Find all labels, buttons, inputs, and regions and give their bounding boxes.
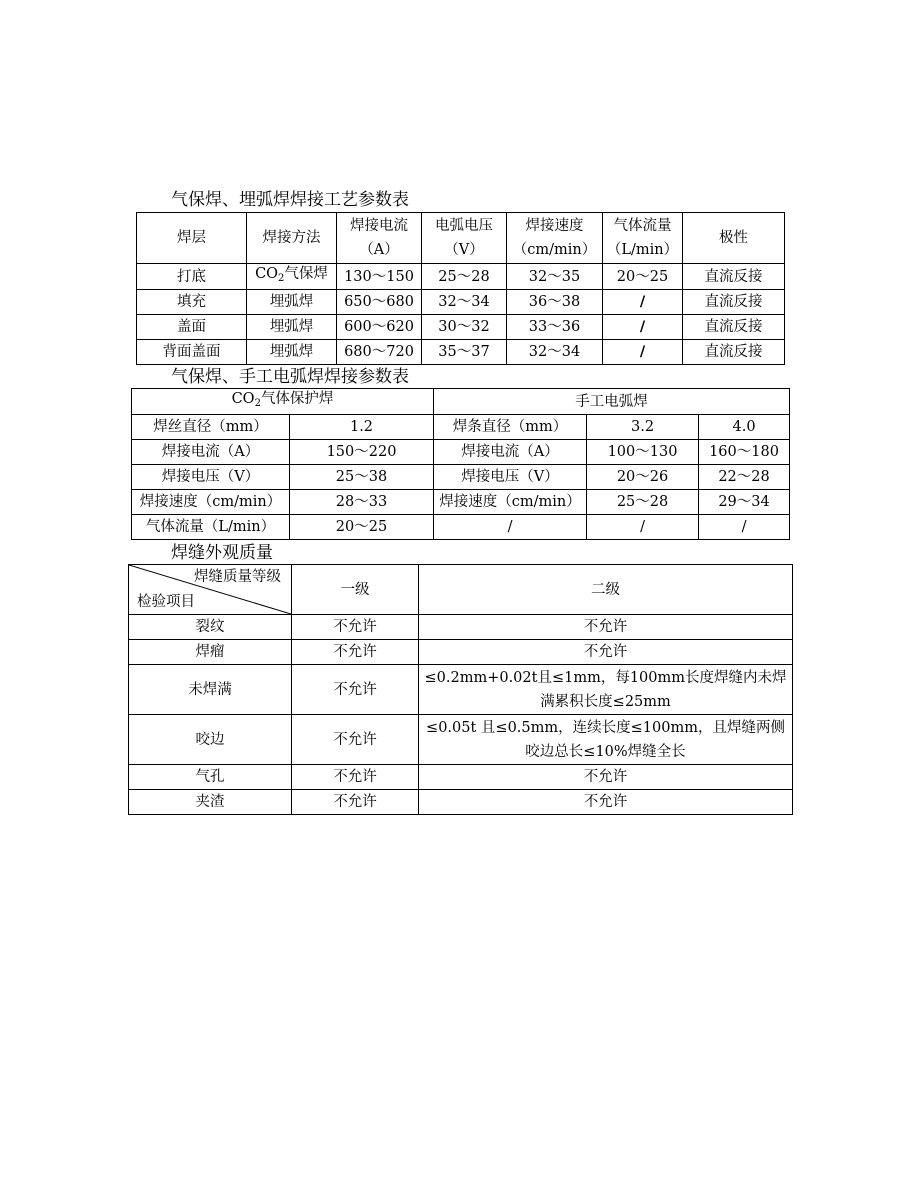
- grade2-cell: 不允许: [419, 615, 793, 640]
- table-row: [137, 315, 785, 340]
- speed-cell: 36～38: [507, 290, 603, 315]
- diagonal-header-cell: [129, 565, 292, 615]
- param-value-cell: 28～33: [290, 490, 434, 515]
- table1-header-cell: 焊接速度 （cm/min）: [507, 213, 603, 264]
- param-label-cell: 焊接电压（V）: [434, 465, 587, 490]
- table-row: [132, 415, 790, 440]
- table1-header-row: [137, 213, 785, 264]
- method-cell: 埋弧焊: [247, 340, 337, 365]
- layer-cell: 打底: [137, 264, 247, 290]
- speed-cell: 32～34: [507, 340, 603, 365]
- polarity-cell: 直流反接: [683, 290, 785, 315]
- polarity-cell: 直流反接: [683, 340, 785, 365]
- grade1-cell: 不允许: [292, 640, 419, 665]
- table3-title: 焊缝外观质量: [171, 543, 273, 563]
- table1-title: 气保焊、埋弧焊焊接工艺参数表: [171, 190, 409, 210]
- table1-header-cell: 极性: [683, 213, 785, 264]
- method-cell: 埋弧焊: [247, 315, 337, 340]
- table-row: [129, 790, 793, 815]
- param-value-cell: 22～28: [699, 465, 790, 490]
- param-value-cell: 20～26: [587, 465, 699, 490]
- speed-cell: 33～36: [507, 315, 603, 340]
- param-value-cell: 20～25: [290, 515, 434, 540]
- item-cell: 咬边: [129, 715, 292, 765]
- param-value-cell: /: [587, 515, 699, 540]
- layer-cell: 背面盖面: [137, 340, 247, 365]
- grade2-cell: 不允许: [419, 640, 793, 665]
- inspection-item-label: 检验项目: [137, 594, 195, 610]
- item-cell: 气孔: [129, 765, 292, 790]
- speed-cell: 32～35: [507, 264, 603, 290]
- param-value-cell: 100～130: [587, 440, 699, 465]
- layer-cell: 填充: [137, 290, 247, 315]
- gas-flow-cell: /: [603, 290, 683, 315]
- method-cell: 埋弧焊: [247, 290, 337, 315]
- table-row: [129, 765, 793, 790]
- param-label-cell: 焊条直径（mm）: [434, 415, 587, 440]
- table1-header-cell: 气体流量 （L/min）: [603, 213, 683, 264]
- table-row: [129, 615, 793, 640]
- grade1-cell: 不允许: [292, 765, 419, 790]
- table2-group-header-row: [132, 389, 790, 415]
- param-value-cell: 3.2: [587, 415, 699, 440]
- table-row: [129, 640, 793, 665]
- table1-header-cell: 焊接电流 （A）: [337, 213, 422, 264]
- param-label-cell: 焊接电流（A）: [434, 440, 587, 465]
- current-cell: 600～620: [337, 315, 422, 340]
- gas-flow-cell: 20～25: [603, 264, 683, 290]
- table-row: [132, 465, 790, 490]
- grade1-cell: 不允许: [292, 715, 419, 765]
- table1-header-cell: 电弧电压 （V）: [422, 213, 507, 264]
- table-row: [132, 490, 790, 515]
- param-value-cell: /: [699, 515, 790, 540]
- param-label-cell: 焊接电流（A）: [132, 440, 290, 465]
- method-cell: $CO_2$气保焊: [247, 264, 337, 290]
- param-label-cell: 气体流量（L/min）: [132, 515, 290, 540]
- grade1-cell: 不允许: [292, 615, 419, 640]
- table-row: [137, 264, 785, 290]
- table-row: [129, 715, 793, 765]
- gas-flow-cell: /: [603, 315, 683, 340]
- weld-appearance-quality-table: [128, 564, 793, 815]
- welding-process-params-table: [136, 212, 785, 365]
- table-row: [137, 290, 785, 315]
- current-cell: 130～150: [337, 264, 422, 290]
- gas-flow-cell: /: [603, 340, 683, 365]
- item-cell: 裂纹: [129, 615, 292, 640]
- grade1-cell: 不允许: [292, 790, 419, 815]
- table-row: [137, 340, 785, 365]
- voltage-cell: 25～28: [422, 264, 507, 290]
- param-value-cell: 160～180: [699, 440, 790, 465]
- param-label-cell: /: [434, 515, 587, 540]
- table2-title: 气保焊、手工电弧焊焊接参数表: [171, 367, 409, 387]
- voltage-cell: 30～32: [422, 315, 507, 340]
- grade1-header: 一级: [292, 565, 419, 615]
- grade2-cell: ≤0.05t 且≤0.5mm，连续长度≤100mm，且焊缝两侧咬边总长≤10%焊缝全长: [419, 715, 793, 765]
- voltage-cell: 35～37: [422, 340, 507, 365]
- current-cell: 650～680: [337, 290, 422, 315]
- voltage-cell: 32～34: [422, 290, 507, 315]
- layer-cell: 盖面: [137, 315, 247, 340]
- param-value-cell: 29～34: [699, 490, 790, 515]
- table-row: [132, 515, 790, 540]
- table1-header-cell: 焊层: [137, 213, 247, 264]
- quality-grade-label: 焊缝质量等级: [194, 569, 281, 585]
- grade1-cell: 不允许: [292, 665, 419, 715]
- param-label-cell: 焊接速度（cm/min）: [434, 490, 587, 515]
- item-cell: 未焊满: [129, 665, 292, 715]
- welding-params-table: [131, 388, 790, 540]
- grade2-cell: 不允许: [419, 790, 793, 815]
- manual-arc-group-header: 手工电弧焊: [434, 389, 790, 415]
- current-cell: 680～720: [337, 340, 422, 365]
- co2-shielded-group-header: $CO_2$气体保护焊: [132, 389, 434, 415]
- table-row: [132, 440, 790, 465]
- param-value-cell: 25～28: [587, 490, 699, 515]
- param-label-cell: 焊接电压（V）: [132, 465, 290, 490]
- table1-header-cell: 焊接方法: [247, 213, 337, 264]
- param-value-cell: 150～220: [290, 440, 434, 465]
- grade2-cell: ≤0.2mm+0.02t且≤1mm，每100mm长度焊缝内未焊满累积长度≤25mm: [419, 665, 793, 715]
- param-value-cell: 4.0: [699, 415, 790, 440]
- grade2-header: 二级: [419, 565, 793, 615]
- param-label-cell: 焊丝直径（mm）: [132, 415, 290, 440]
- grade2-cell: 不允许: [419, 765, 793, 790]
- item-cell: 夹渣: [129, 790, 292, 815]
- param-label-cell: 焊接速度（cm/min）: [132, 490, 290, 515]
- param-value-cell: 1.2: [290, 415, 434, 440]
- polarity-cell: 直流反接: [683, 264, 785, 290]
- param-value-cell: 25～38: [290, 465, 434, 490]
- polarity-cell: 直流反接: [683, 315, 785, 340]
- item-cell: 焊瘤: [129, 640, 292, 665]
- table3-header-row: [129, 565, 793, 615]
- table-row: [129, 665, 793, 715]
